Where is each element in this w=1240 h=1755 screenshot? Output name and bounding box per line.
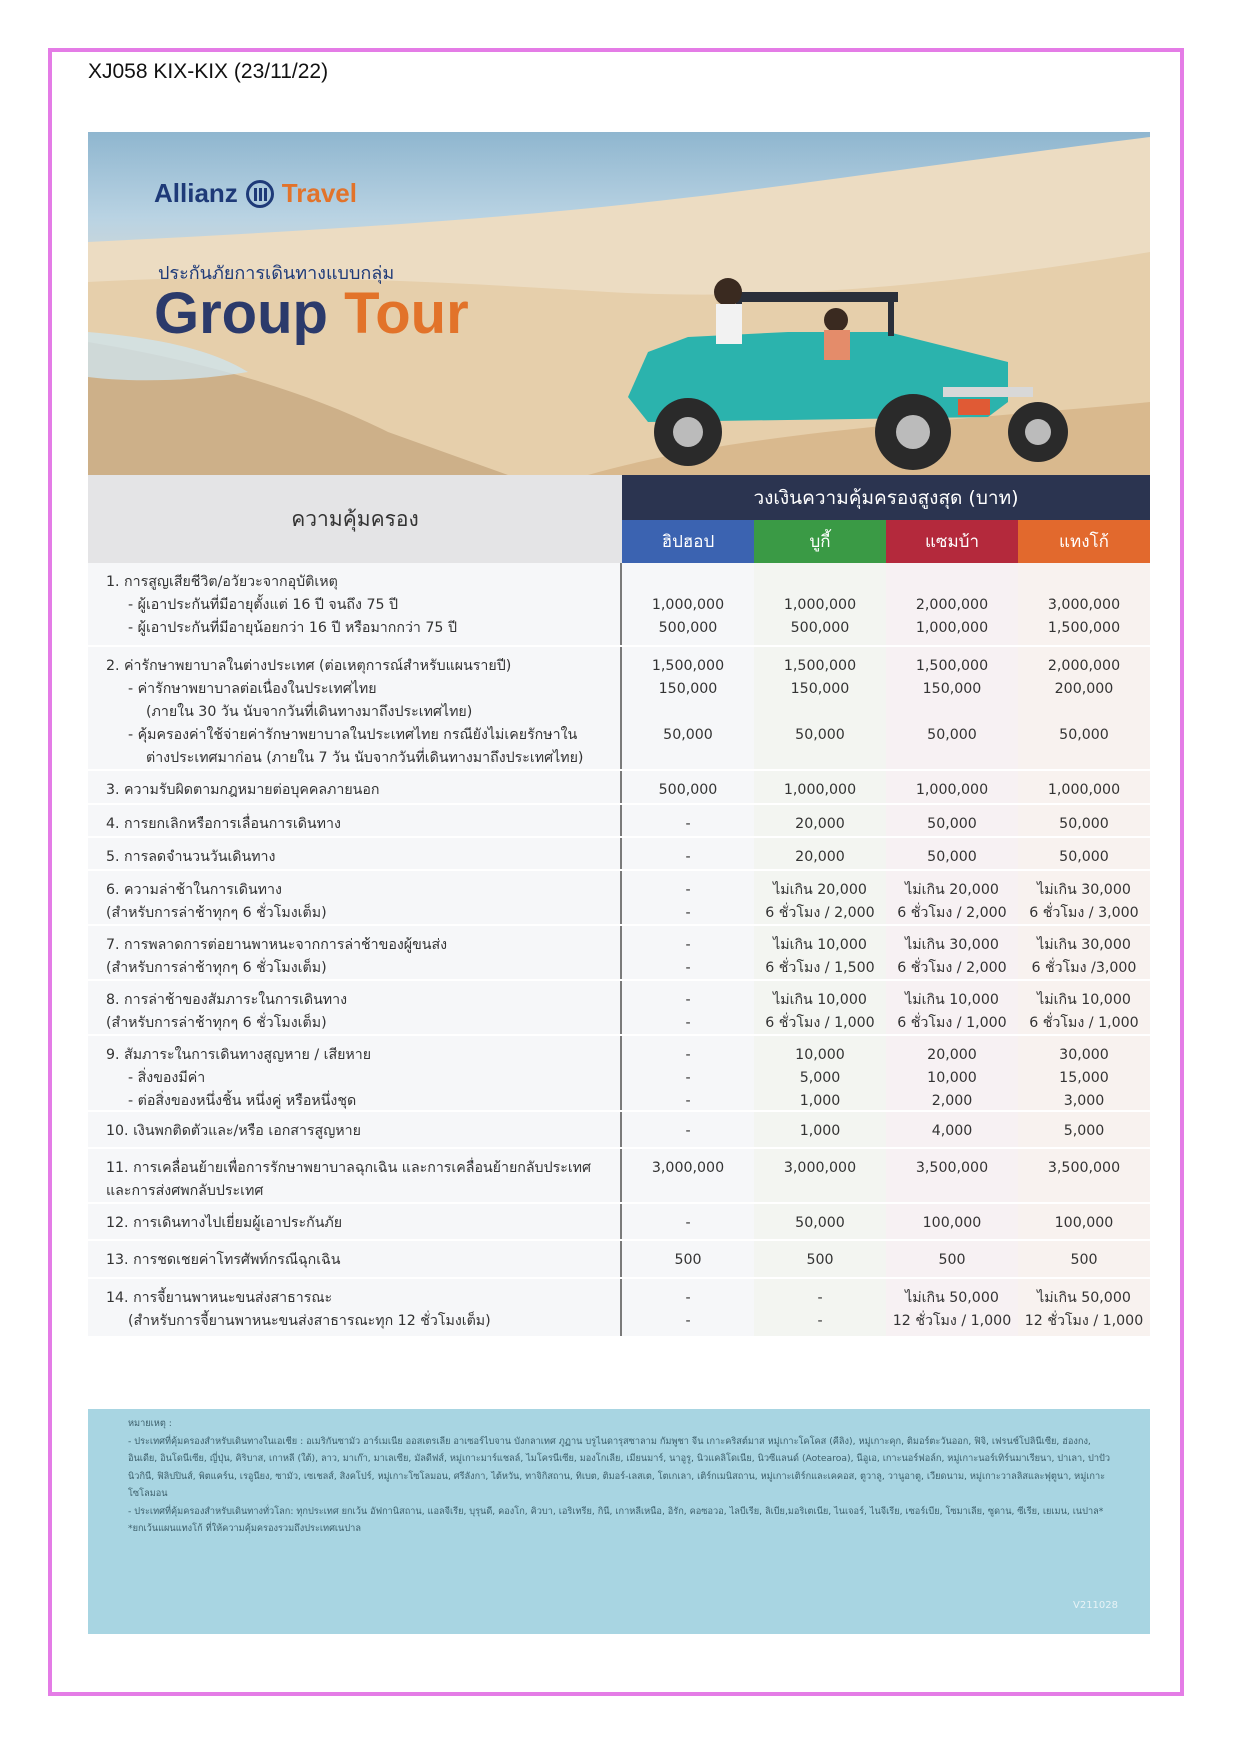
value-cell-แซมบ้า	[886, 1241, 1018, 1279]
value-line	[622, 747, 754, 770]
coverage-cell	[88, 1204, 622, 1241]
value-cell-แทงโก้	[1018, 838, 1150, 871]
coverage-line: - ผู้เอาประกันที่มีอายุน้อยกว่า 16 ปี หรือมากกว่า 75 ปี	[128, 620, 457, 636]
value-line: 20,000	[795, 849, 845, 865]
table-row	[88, 1202, 1150, 1241]
coverage-cell	[88, 563, 622, 645]
value-line: 3,000,000	[783, 1160, 857, 1176]
coverage-line: 4. การยกเลิกหรือการเลื่อนการเดินทาง	[106, 816, 341, 832]
value-line: 1,000,000	[783, 597, 857, 613]
coverage-line: 3. ความรับผิดตามกฎหมายต่อบุคคลภายนอก	[106, 782, 380, 798]
coverage-line: 10. เงินพกติดตัวและ/หรือ เอกสารสูญหาย	[106, 1123, 361, 1139]
value-line: 500,000	[658, 782, 718, 798]
coverage-cell	[88, 838, 622, 871]
table-row	[88, 1277, 1150, 1336]
value-cell-บูกี้	[754, 838, 886, 871]
value-cell-แซมบ้า	[886, 771, 1018, 805]
value-line	[754, 571, 886, 594]
value-line: 50,000	[663, 727, 713, 743]
value-line: 1,500,000	[651, 658, 725, 674]
value-line: ไม่เกิน 30,000	[905, 937, 999, 953]
value-cell-ฮิปฮอป	[622, 1241, 754, 1279]
hero-title-group: Group	[154, 281, 328, 346]
value-line: 2,000	[931, 1093, 973, 1109]
value-line	[622, 571, 754, 594]
notes-paragraph: *ยกเว้นแผนแทงโก้ ที่ให้ความคุ้มครองรวมถึงประเทศเนปาล	[128, 1523, 361, 1534]
value-line: 100,000	[1054, 1215, 1114, 1231]
value-cell-แทงโก้	[1018, 1112, 1150, 1149]
coverage-line: 6. ความล่าช้าในการเดินทาง	[106, 882, 282, 898]
value-line: -	[685, 937, 691, 953]
value-line: ไม่เกิน 10,000	[773, 992, 867, 1008]
value-cell-บูกี้	[754, 771, 886, 805]
value-cell-แทงโก้	[1018, 981, 1150, 1036]
value-cell-แทงโก้	[1018, 1279, 1150, 1336]
value-line	[754, 701, 886, 724]
hero-title-tour: Tour	[344, 281, 469, 346]
value-cell-บูกี้	[754, 981, 886, 1036]
value-line: 1,000	[799, 1123, 841, 1139]
value-line: 5,000	[1063, 1123, 1105, 1139]
coverage-cell	[88, 1112, 622, 1149]
value-line: 150,000	[658, 681, 718, 697]
coverage-cell	[88, 647, 622, 771]
value-cell-ฮิปฮอป	[622, 1279, 754, 1336]
value-line: -	[685, 960, 691, 976]
value-cell-ฮิปฮอป	[622, 563, 754, 645]
value-line: -	[685, 1047, 691, 1063]
value-line: ไม่เกิน 20,000	[773, 882, 867, 898]
limit-header: วงเงินความคุ้มครองสูงสุด (บาท)	[622, 475, 1150, 520]
value-cell-ฮิปฮอป	[622, 1149, 754, 1204]
value-line: 150,000	[790, 681, 850, 697]
coverage-line: (สำหรับการจี้ยานพาหนะขนส่งสาธารณะทุก 12 ชั่วโมงเต็ม)	[128, 1313, 491, 1329]
allianz-eagle-icon	[246, 180, 274, 208]
value-line: 10,000	[927, 1070, 977, 1086]
plan-header-tango: แทงโก้	[1018, 520, 1150, 563]
value-cell-แทงโก้	[1018, 871, 1150, 926]
table-row	[88, 645, 1150, 771]
coverage-line: - ต่อสิ่งของหนึ่งชิ้น หนึ่งคู่ หรือหนึ่งชุด	[128, 1093, 357, 1109]
value-line: -	[685, 1313, 691, 1329]
value-line: 6 ชั่วโมง / 1,000	[897, 1015, 1007, 1031]
value-line: 3,500,000	[1047, 1160, 1121, 1176]
value-line: ไม่เกิน 10,000	[905, 992, 999, 1008]
value-cell-ฮิปฮอป	[622, 1204, 754, 1241]
value-line: 1,000	[799, 1093, 841, 1109]
value-line: 3,500,000	[915, 1160, 989, 1176]
coverage-cell	[88, 981, 622, 1036]
value-line: 500,000	[790, 620, 850, 636]
value-cell-แทงโก้	[1018, 805, 1150, 838]
brand-product: Travel	[281, 178, 357, 208]
value-line: 50,000	[927, 727, 977, 743]
value-line: 1,000,000	[915, 620, 989, 636]
table-row	[88, 979, 1150, 1036]
table-row	[88, 1034, 1150, 1112]
value-line: 15,000	[1059, 1070, 1109, 1086]
value-line: 1,000,000	[1047, 782, 1121, 798]
value-line: -	[685, 992, 691, 1008]
value-line	[622, 701, 754, 724]
value-line: 500	[674, 1252, 702, 1268]
value-line	[1018, 571, 1150, 594]
value-cell-ฮิปฮอป	[622, 981, 754, 1036]
value-cell-แทงโก้	[1018, 1149, 1150, 1204]
value-cell-ฮิปฮอป	[622, 647, 754, 771]
coverage-line: (สำหรับการล่าช้าทุกๆ 6 ชั่วโมงเต็ม)	[106, 1015, 327, 1031]
value-cell-ฮิปฮอป	[622, 1112, 754, 1149]
notes-section	[88, 1409, 1150, 1634]
value-line: 50,000	[927, 816, 977, 832]
coverage-cell	[88, 1036, 622, 1112]
coverage-line: - ค่ารักษาพยาบาลต่อเนื่องในประเทศไทย	[128, 681, 377, 697]
brochure-card	[88, 132, 1150, 1634]
coverage-line: 5. การลดจำนวนวันเดินทาง	[106, 849, 276, 865]
brand-logo	[154, 178, 357, 209]
document-code: XJ058 KIX-KIX (23/11/22)	[88, 60, 329, 83]
value-cell-ฮิปฮอป	[622, 805, 754, 838]
coverage-cell	[88, 805, 622, 838]
coverage-line: - คุ้มครองค่าใช้จ่ายค่ารักษาพยาบาลในประเทศไทย กรณียังไม่เคยรักษาใน	[128, 727, 578, 743]
value-line	[754, 747, 886, 770]
value-line	[1018, 747, 1150, 770]
value-line: -	[685, 905, 691, 921]
value-line: 200,000	[1054, 681, 1114, 697]
hero-title	[154, 280, 469, 347]
value-line: 12 ชั่วโมง / 1,000	[892, 1313, 1012, 1329]
value-line: 1,500,000	[783, 658, 857, 674]
plan-header-boogie: บูกี้	[754, 520, 886, 563]
value-cell-แซมบ้า	[886, 1204, 1018, 1241]
coverage-cell	[88, 1279, 622, 1336]
value-line: -	[685, 882, 691, 898]
value-line: 6 ชั่วโมง / 1,500	[765, 960, 875, 976]
value-cell-บูกี้	[754, 926, 886, 981]
value-cell-ฮิปฮอป	[622, 871, 754, 926]
value-cell-แซมบ้า	[886, 1279, 1018, 1336]
value-cell-บูกี้	[754, 1112, 886, 1149]
coverage-cell	[88, 771, 622, 805]
value-line: 50,000	[927, 849, 977, 865]
value-line: 30,000	[1059, 1047, 1109, 1063]
value-line: -	[685, 1070, 691, 1086]
notes-paragraph: - ประเทศที่คุ้มครองสำหรับเดินทางทั่วโลก: ทุกประเทศ ยกเว้น อัฟกานิสถาน, แอลจีเรีย, บุรุนดี, คองโก, คิวบา, เอริเทรีย, กินี, เกาหลีเหนือ, อิรัก, คอซอวอ, ไลบีเรีย, ลิเบีย,มอริเตเนีย, ไนเจอร์, ไนจีเรีย, เซอร์เบีย, โซมาเลีย, ซูดาน, ซีเรีย, เยเมน, เนปาล*	[128, 1505, 1104, 1517]
value-cell-บูกี้	[754, 1036, 886, 1112]
value-cell-ฮิปฮอป	[622, 771, 754, 805]
value-line: 2,000,000	[1047, 658, 1121, 674]
coverage-line: 13. การชดเชยค่าโทรศัพท์กรณีฉุกเฉิน	[106, 1252, 341, 1268]
value-line: 50,000	[1059, 727, 1109, 743]
hero-banner	[88, 132, 1150, 475]
table-row	[88, 1110, 1150, 1149]
value-cell-แซมบ้า	[886, 647, 1018, 771]
value-line: ไม่เกิน 10,000	[773, 937, 867, 953]
version-code: V211028	[1072, 1599, 1118, 1611]
value-line: 3,000,000	[1047, 597, 1121, 613]
value-cell-บูกี้	[754, 805, 886, 838]
value-line: 12 ชั่วโมง / 1,000	[1024, 1313, 1144, 1329]
value-line: 150,000	[922, 681, 982, 697]
coverage-cell	[88, 1149, 622, 1204]
coverage-line: (สำหรับการล่าช้าทุกๆ 6 ชั่วโมงเต็ม)	[106, 905, 327, 921]
hero-subtitle: ประกันภัยการเดินทางแบบกลุ่ม	[158, 263, 395, 284]
value-line: -	[685, 1015, 691, 1031]
coverage-line: (สำหรับการล่าช้าทุกๆ 6 ชั่วโมงเต็ม)	[106, 960, 327, 976]
value-cell-แทงโก้	[1018, 926, 1150, 981]
value-cell-แทงโก้	[1018, 1036, 1150, 1112]
notes-paragraph: - ประเทศที่คุ้มครองสำหรับเดินทางในเอเชีย : อเมริกันซามัว อาร์เมเนีย ออสเตรเลีย อาเซอร์ไบจาน บังกลาเทศ ภูฏาน บรูไนดารุสซาลาม กัมพูชา จีน เกาะคริสต์มาส หมู่เกาะโคโคส (คีลิง), หมู่เกาะคุก, ติมอร์ตะวันออก, ฟิจิ, เฟรนช์โปลินีเซีย, ฮ่องกง, อินเดีย, อินโดนีเซีย, ญี่ปุ่น, คิริบาส, เกาหลี (ใต้), ลาว, มาเก๊า, มาเลเซีย, มัลดีฟส์, หมู่เกาะมาร์แชลล์, ไมโครนีเซีย, มองโกเลีย, เมียนมาร์, นาอูรู, นิวแคลิโดเนีย, นิวซีแลนด์ (Aotearoa), นีอูเอ, เกาะนอร์ฟอล์ก, หมู่เกาะนอร์เทิร์นมาเรียนา, ปาเลา, ปาปัวนิวกินี, ฟิลิปปินส์, พิตแคร์น, เรอูนียง, ซามัว, เซเชลส์, สิงคโปร์, หมู่เกาะโซโลมอน, ศรีลังกา, ไต้หวัน, ทาจิกิสถาน, ทิเบต, ติมอร์-เลสเต, โตเกเลา, เติร์กเมนิสถาน, หมู่เกาะเติร์กและเคคอส, ตูวาลู, วานูอาตู, เวียดนาม, หมู่เกาะวาลลิสและฟุตูนา, หมู่เกาะโซโลมอน	[128, 1435, 1111, 1499]
table-row	[88, 563, 1150, 645]
value-line: 1,000,000	[783, 782, 857, 798]
value-line: 6 ชั่วโมง / 1,000	[1029, 1015, 1139, 1031]
value-cell-แทงโก้	[1018, 1241, 1150, 1279]
value-line: ไม่เกิน 10,000	[1037, 992, 1131, 1008]
table-row	[88, 1147, 1150, 1204]
value-line: ไม่เกิน 20,000	[905, 882, 999, 898]
coverage-line: - สิ่งของมีค่า	[128, 1070, 206, 1086]
value-line: 20,000	[795, 816, 845, 832]
coverage-line: 1. การสูญเสียชีวิต/อวัยวะจากอุบัติเหตุ	[106, 574, 338, 590]
value-cell-แทงโก้	[1018, 647, 1150, 771]
value-line: 6 ชั่วโมง / 3,000	[1029, 905, 1139, 921]
plan-header-samba: แซมบ้า	[886, 520, 1018, 563]
value-line: 6 ชั่วโมง / 2,000	[765, 905, 875, 921]
value-cell-แซมบ้า	[886, 1149, 1018, 1204]
value-cell-บูกี้	[754, 1279, 886, 1336]
value-line: -	[685, 1290, 691, 1306]
value-cell-แซมบ้า	[886, 1036, 1018, 1112]
value-line: 5,000	[799, 1070, 841, 1086]
value-cell-แซมบ้า	[886, 871, 1018, 926]
brand-name: Allianz	[154, 178, 238, 208]
coverage-line: 2. ค่ารักษาพยาบาลในต่างประเทศ (ต่อเหตุการณ์สำหรับแผนรายปี)	[106, 658, 512, 674]
notes-heading: หมายเหตุ :	[128, 1418, 172, 1429]
coverage-line: 8. การล่าช้าของสัมภาระในการเดินทาง	[106, 992, 348, 1008]
value-cell-บูกี้	[754, 871, 886, 926]
value-line: 100,000	[922, 1215, 982, 1231]
value-line: 1,000,000	[915, 782, 989, 798]
value-line: -	[685, 1093, 691, 1109]
value-line: 500,000	[658, 620, 718, 636]
coverage-cell	[88, 926, 622, 981]
value-cell-ฮิปฮอป	[622, 1036, 754, 1112]
value-cell-แซมบ้า	[886, 838, 1018, 871]
value-line: ไม่เกิน 50,000	[905, 1290, 999, 1306]
value-line: 50,000	[795, 1215, 845, 1231]
value-line: 6 ชั่วโมง / 2,000	[897, 960, 1007, 976]
value-cell-บูกี้	[754, 1149, 886, 1204]
value-line: 6 ชั่วโมง / 2,000	[897, 905, 1007, 921]
value-line: 3,000,000	[651, 1160, 725, 1176]
table-row	[88, 924, 1150, 981]
value-line: 50,000	[1059, 849, 1109, 865]
value-line: -	[685, 816, 691, 832]
plan-header-hiphop: ฮิปฮอป	[622, 520, 754, 563]
coverage-cell	[88, 1241, 622, 1279]
value-line: 6 ชั่วโมง / 1,000	[765, 1015, 875, 1031]
value-line: ไม่เกิน 30,000	[1037, 937, 1131, 953]
value-line: 500	[938, 1252, 966, 1268]
coverage-line: 7. การพลาดการต่อยานพาหนะจากการล่าช้าของผู้ขนส่ง	[106, 937, 448, 953]
value-cell-แซมบ้า	[886, 1112, 1018, 1149]
value-cell-แซมบ้า	[886, 563, 1018, 645]
value-cell-ฮิปฮอป	[622, 838, 754, 871]
coverage-line: ต่างประเทศมาก่อน (ภายใน 7 วัน นับจากวันที่เดินทางมาถึงประเทศไทย)	[146, 750, 584, 766]
value-line: 10,000	[795, 1047, 845, 1063]
coverage-line: - ผู้เอาประกันที่มีอายุตั้งแต่ 16 ปี จนถึง 75 ปี	[128, 597, 399, 613]
table-row	[88, 769, 1150, 805]
value-line: 1,500,000	[915, 658, 989, 674]
value-line: 1,500,000	[1047, 620, 1121, 636]
value-line: -	[817, 1290, 823, 1306]
coverage-cell	[88, 871, 622, 926]
value-line: -	[685, 1215, 691, 1231]
table-row	[88, 803, 1150, 838]
value-cell-แซมบ้า	[886, 805, 1018, 838]
table-row	[88, 869, 1150, 926]
value-line: 1,000,000	[651, 597, 725, 613]
value-cell-บูกี้	[754, 563, 886, 645]
value-line: 50,000	[1059, 816, 1109, 832]
value-line	[886, 571, 1018, 594]
coverage-line: และการส่งศพกลับประเทศ	[106, 1183, 264, 1199]
value-line: ไม่เกิน 30,000	[1037, 882, 1131, 898]
value-line	[886, 701, 1018, 724]
coverage-line: 12. การเดินทางไปเยี่ยมผู้เอาประกันภัย	[106, 1215, 343, 1231]
value-cell-บูกี้	[754, 1241, 886, 1279]
value-cell-ฮิปฮอป	[622, 926, 754, 981]
coverage-line: 14. การจี้ยานพาหนะขนส่งสาธารณะ	[106, 1290, 333, 1306]
table-row	[88, 1239, 1150, 1279]
value-cell-บูกี้	[754, 647, 886, 771]
value-cell-แทงโก้	[1018, 771, 1150, 805]
value-line: 20,000	[927, 1047, 977, 1063]
value-line	[1018, 701, 1150, 724]
value-line: -	[685, 849, 691, 865]
value-line	[886, 747, 1018, 770]
coverage-line: (ภายใน 30 วัน นับจากวันที่เดินทางมาถึงประเทศไทย)	[146, 704, 473, 720]
value-line: 50,000	[795, 727, 845, 743]
value-line: 2,000,000	[915, 597, 989, 613]
value-line: 500	[1070, 1252, 1098, 1268]
value-line: -	[817, 1313, 823, 1329]
value-line: -	[685, 1123, 691, 1139]
value-cell-แซมบ้า	[886, 981, 1018, 1036]
table-row	[88, 836, 1150, 871]
value-cell-บูกี้	[754, 1204, 886, 1241]
value-line: 500	[806, 1252, 834, 1268]
coverage-line: 9. สัมภาระในการเดินทางสูญหาย / เสียหาย	[106, 1047, 372, 1063]
value-cell-แทงโก้	[1018, 563, 1150, 645]
value-line: 3,000	[1063, 1093, 1105, 1109]
value-cell-แทงโก้	[1018, 1204, 1150, 1241]
value-line: ไม่เกิน 50,000	[1037, 1290, 1131, 1306]
coverage-line: 11. การเคลื่อนย้ายเพื่อการรักษาพยาบาลฉุกเฉิน และการเคลื่อนย้ายกลับประเทศ	[106, 1160, 592, 1176]
value-line: 4,000	[931, 1123, 973, 1139]
value-line: 6 ชั่วโมง /3,000	[1031, 960, 1137, 976]
value-cell-แซมบ้า	[886, 926, 1018, 981]
coverage-header: ความคุ้มครอง	[88, 475, 622, 563]
